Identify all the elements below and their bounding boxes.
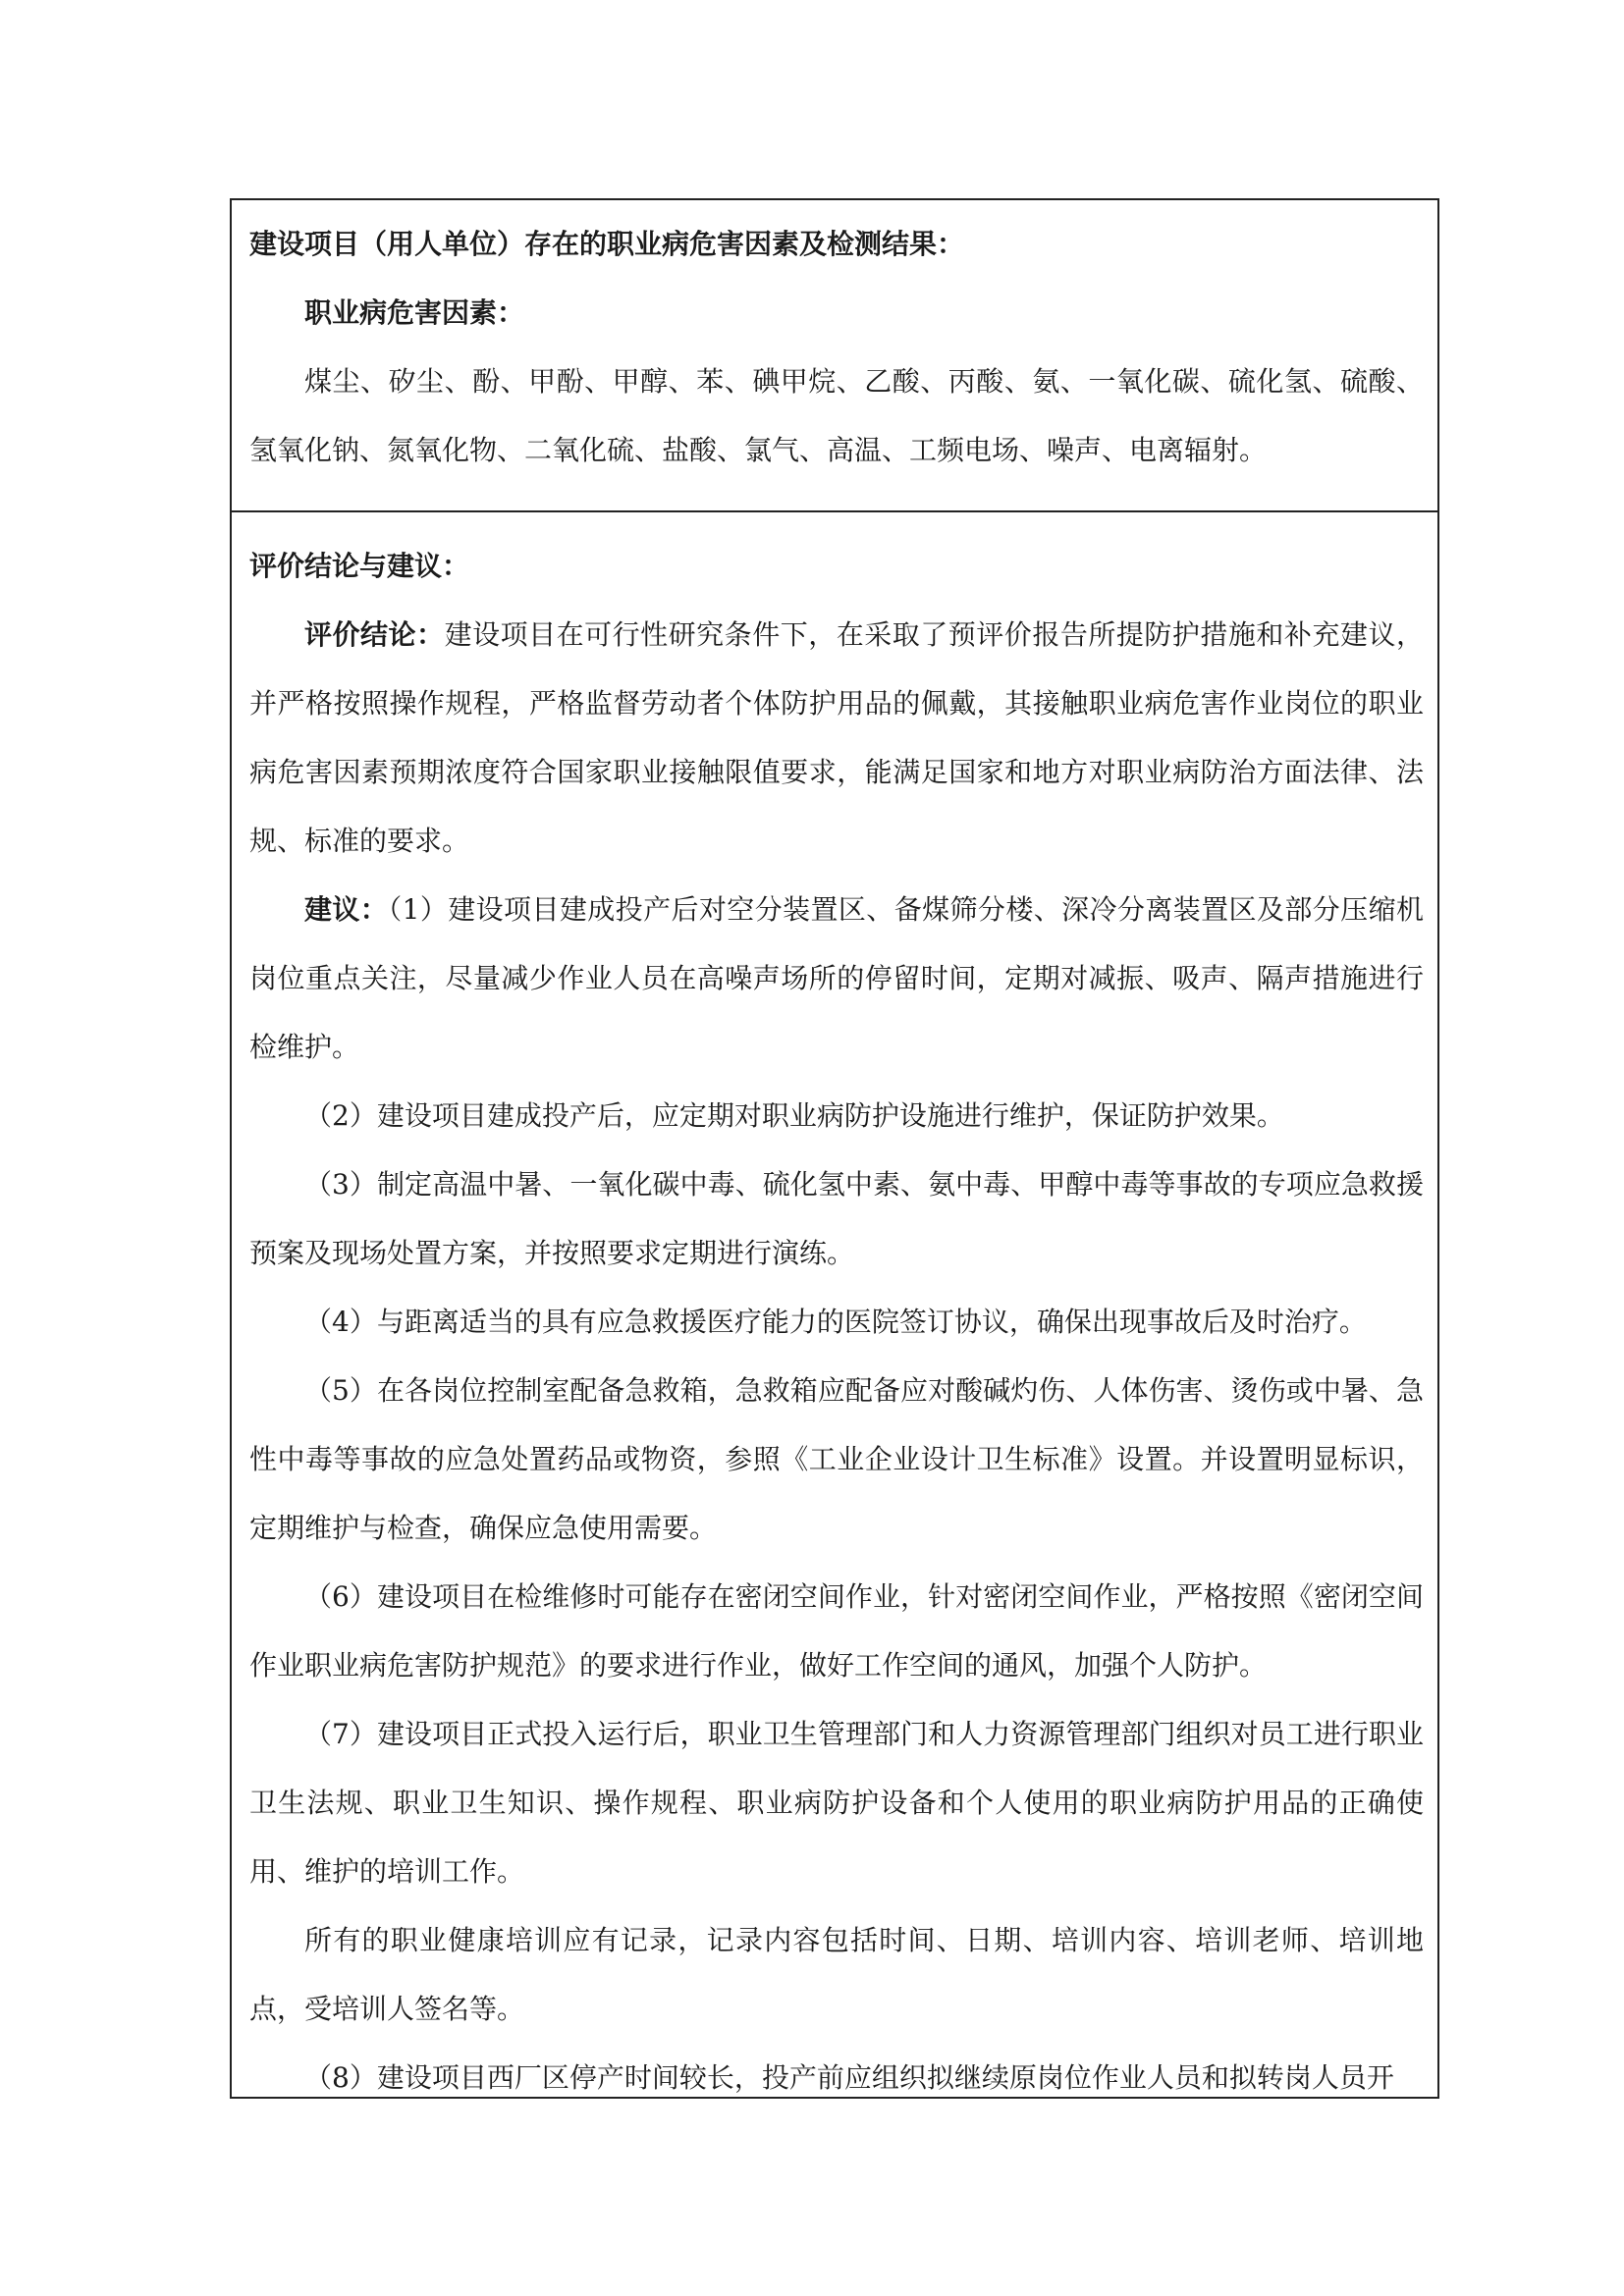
hazards-subheading: 职业病危害因素： bbox=[304, 296, 525, 329]
suggestion-label: 建议： bbox=[304, 893, 389, 926]
conclusion-paragraph bbox=[249, 601, 1424, 876]
hazards-cell bbox=[232, 200, 1437, 512]
suggestion-text: （1）建设项目建成投产后对空分装置区、备煤筛分楼、深冷分离装置区及部分压缩机岗位重点关注，尽量减少作业人员在高噪声场所的停留时间，定期对减振、吸声、隔声措施进行检维护。 bbox=[249, 893, 1424, 1063]
suggestion-paragraph-4: （4）与距离适当的具有应急救援医疗能力的医院签订协议，确保出现事故后及时治疗。 bbox=[304, 1306, 1367, 1338]
conclusion-text: 建设项目在可行性研究条件下，在采取了预评价报告所提防护措施和补充建议，并严格按照操作规程，严格监督劳动者个体防护用品的佩戴，其接触职业病危害作业岗位的职业病危害因素预期浓度符合国家职业接触限值要求，能满足国家和地方对职业病防治方面法律、法规、标准的要求。 bbox=[249, 618, 1424, 857]
hazards-heading: 建设项目（用人单位）存在的职业病危害因素及检测结果： bbox=[249, 228, 965, 260]
conclusion-heading: 评价结论与建议： bbox=[249, 550, 470, 582]
hazards-factors-text: 煤尘、矽尘、酚、甲酚、甲醇、苯、碘甲烷、乙酸、丙酸、氨、一氧化碳、硫化氢、硫酸、氢氧化钠、氮氧化物、二氧化硫、盐酸、氯气、高温、工频电场、噪声、电离辐射。 bbox=[249, 365, 1424, 466]
training-record-paragraph: 所有的职业健康培训应有记录，记录内容包括时间、日期、培训内容、培训老师、培训地点，受培训人签名等。 bbox=[249, 1924, 1424, 2025]
suggestion-paragraph-8: （8）建设项目西厂区停产时间较长，投产前应组织拟继续原岗位作业人员和拟转岗人员开 bbox=[304, 2061, 1394, 2094]
report-table bbox=[230, 198, 1439, 2099]
suggestion-paragraph-7: （7）建设项目正式投入运行后，职业卫生管理部门和人力资源管理部门组织对员工进行职业卫生法规、职业卫生知识、操作规程、职业病防护设备和个人使用的职业病防护用品的正确使用、维护的培训工作。 bbox=[249, 1718, 1424, 1888]
suggestion-paragraph-1 bbox=[249, 876, 1424, 1082]
suggestion-paragraph-2: （2）建设项目建成投产后，应定期对职业病防护设施进行维护，保证防护效果。 bbox=[304, 1099, 1284, 1132]
suggestion-paragraph-3: （3）制定高温中暑、一氧化碳中毒、硫化氢中素、氨中毒、甲醇中毒等事故的专项应急救援预案及现场处置方案，并按照要求定期进行演练。 bbox=[249, 1168, 1424, 1269]
suggestion-paragraph-6: （6）建设项目在检维修时可能存在密闭空间作业，针对密闭空间作业，严格按照《密闭空间作业职业病危害防护规范》的要求进行作业，做好工作空间的通风，加强个人防护。 bbox=[249, 1580, 1424, 1682]
suggestion-paragraph-5: （5）在各岗位控制室配备急救箱，急救箱应配备应对酸碱灼伤、人体伤害、烫伤或中暑、急性中毒等事故的应急处置药品或物资，参照《工业企业设计卫生标准》设置。并设置明显标识，定期维护与检查，确保应急使用需要。 bbox=[249, 1374, 1424, 1544]
conclusion-label: 评价结论： bbox=[304, 618, 445, 651]
conclusion-cell bbox=[232, 512, 1437, 2097]
